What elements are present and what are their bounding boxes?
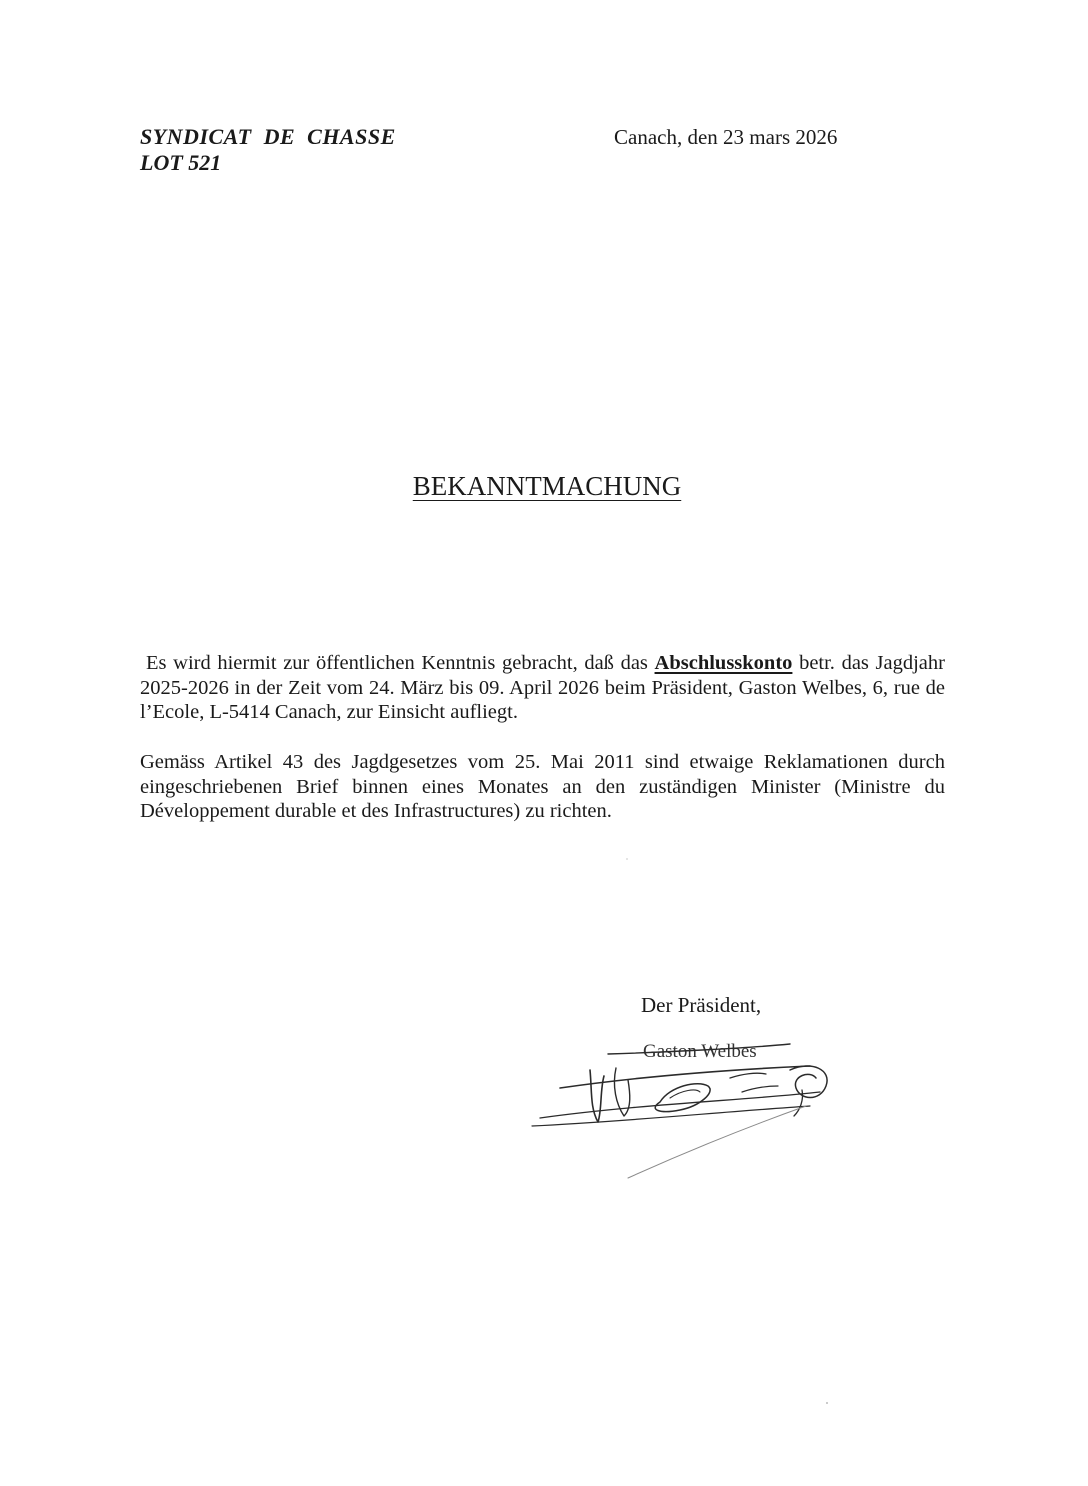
paragraph-announcement-start: Es wird hiermit zur öffentlichen Kenntnis gebracht, daß das	[146, 652, 655, 674]
paragraph-announcement-end: betr. das Jagdjahr 2025-2026 in der Zeit vom 24. März bis 09. April 2026 beim Präsident, Gaston Welbes, 6, rue de l’Ecole, L-5414 Canach, zur Einsicht aufliegt.	[140, 652, 945, 723]
paragraph-announcement-emphasis: Abschlusskonto	[654, 652, 793, 674]
document-title	[0, 470, 1088, 502]
organization-name: SYNDICAT DE CHASSE	[140, 124, 396, 149]
handwritten-signature	[520, 1030, 840, 1190]
paragraph-reclamations: Gemäss Artikel 43 des Jagdgesetzes vom 25. Mai 2011 sind etwaige Reklamationen durch eingeschriebenen Brief binnen eines Monates an den zuständigen Minister (Ministre du Développement durable et des Infrastructures) zu richten.	[140, 751, 945, 822]
place-and-date: Canach, den 23 mars 2026	[614, 125, 838, 149]
organization-lot: LOT 521	[140, 150, 222, 175]
signer-name: Gaston Welbes	[643, 1041, 757, 1062]
title-text: BEKANNTMACHUNG	[412, 471, 682, 501]
scan-speck	[826, 1402, 828, 1404]
closing-salutation: Der Präsident,	[641, 993, 762, 1017]
organization-header	[140, 124, 396, 176]
scan-speck	[626, 858, 628, 860]
paragraph-announcement	[140, 651, 945, 725]
